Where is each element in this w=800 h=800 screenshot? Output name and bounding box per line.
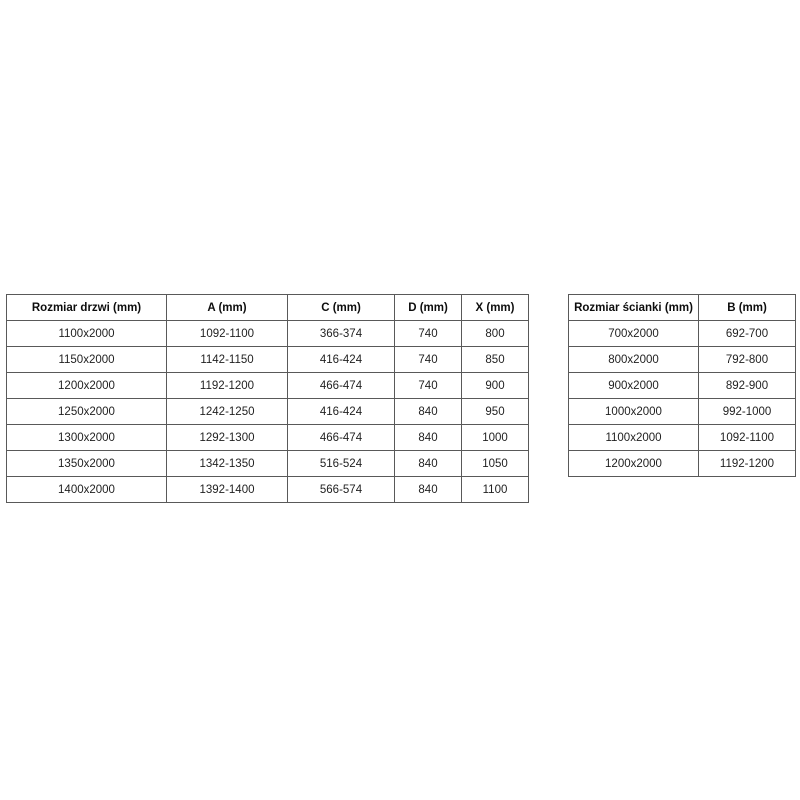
header-row: [569, 295, 796, 321]
table-cell: 466-474: [288, 373, 395, 399]
table-cell: 416-424: [288, 399, 395, 425]
table-cell: 900x2000: [569, 373, 699, 399]
table-cell: 1192-1200: [167, 373, 288, 399]
table-row: [7, 347, 529, 373]
door-size-table: [6, 294, 529, 503]
table-row: [569, 347, 796, 373]
table-cell: 992-1000: [699, 399, 796, 425]
table-cell: 1150x2000: [7, 347, 167, 373]
table-cell: 800: [462, 321, 529, 347]
table-cell: 516-524: [288, 451, 395, 477]
table-row: [7, 321, 529, 347]
wall-panel-size-table: [568, 294, 796, 477]
table-cell: 1342-1350: [167, 451, 288, 477]
table-row: [569, 399, 796, 425]
table-cell: 950: [462, 399, 529, 425]
table-cell: 566-574: [288, 477, 395, 503]
table-cell: 1092-1100: [167, 321, 288, 347]
table-cell: 840: [395, 399, 462, 425]
table-cell: 416-424: [288, 347, 395, 373]
header-row: [7, 295, 529, 321]
table-cell: 850: [462, 347, 529, 373]
table-cell: 1392-1400: [167, 477, 288, 503]
table-cell: 1100x2000: [7, 321, 167, 347]
column-header: A (mm): [167, 295, 288, 321]
table-cell: 1000x2000: [569, 399, 699, 425]
table-cell: 692-700: [699, 321, 796, 347]
table-row: [7, 399, 529, 425]
column-header: Rozmiar ścianki (mm): [569, 295, 699, 321]
table-cell: 1192-1200: [699, 451, 796, 477]
table-row: [569, 425, 796, 451]
table-row: [7, 451, 529, 477]
table-row: [569, 321, 796, 347]
column-header: D (mm): [395, 295, 462, 321]
table-cell: 1092-1100: [699, 425, 796, 451]
table-cell: 1300x2000: [7, 425, 167, 451]
table-cell: 840: [395, 425, 462, 451]
table-row: [569, 451, 796, 477]
table-cell: 1292-1300: [167, 425, 288, 451]
table-cell: 1200x2000: [569, 451, 699, 477]
table-cell: 892-900: [699, 373, 796, 399]
table-cell: 1000: [462, 425, 529, 451]
table-cell: 840: [395, 451, 462, 477]
table-cell: 1242-1250: [167, 399, 288, 425]
column-header: C (mm): [288, 295, 395, 321]
table-cell: 1250x2000: [7, 399, 167, 425]
table-cell: 800x2000: [569, 347, 699, 373]
column-header: B (mm): [699, 295, 796, 321]
column-header: X (mm): [462, 295, 529, 321]
table-cell: 1350x2000: [7, 451, 167, 477]
table-cell: 700x2000: [569, 321, 699, 347]
table-cell: 740: [395, 347, 462, 373]
table-cell: 466-474: [288, 425, 395, 451]
table-cell: 792-800: [699, 347, 796, 373]
table-cell: 1200x2000: [7, 373, 167, 399]
table-cell: 740: [395, 321, 462, 347]
table-row: [7, 425, 529, 451]
table-cell: 1050: [462, 451, 529, 477]
table-cell: 1142-1150: [167, 347, 288, 373]
table-cell: 1100x2000: [569, 425, 699, 451]
table-cell: 1100: [462, 477, 529, 503]
table-cell: 740: [395, 373, 462, 399]
table-row: [7, 477, 529, 503]
table-cell: 366-374: [288, 321, 395, 347]
table-cell: 1400x2000: [7, 477, 167, 503]
column-header: Rozmiar drzwi (mm): [7, 295, 167, 321]
table-row: [7, 373, 529, 399]
table-cell: 840: [395, 477, 462, 503]
table-row: [569, 373, 796, 399]
table-cell: 900: [462, 373, 529, 399]
